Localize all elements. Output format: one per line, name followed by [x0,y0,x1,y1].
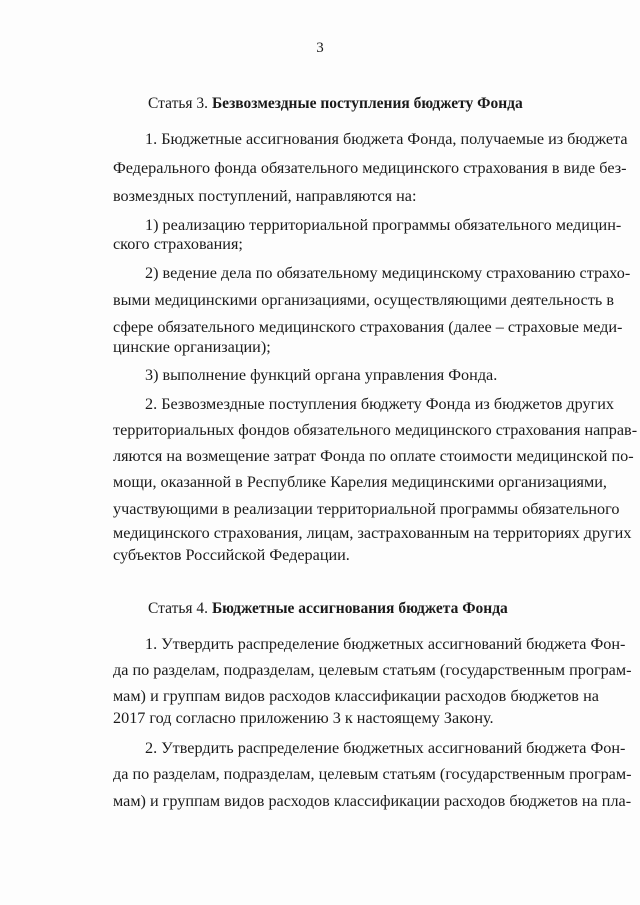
article-3-line: мощи, оказанной в Республике Карелия медицинскими организациями, [113,473,607,491]
article-3-title: Безвозмездные поступления бюджету Фонда [211,95,523,112]
article-4-heading [148,600,508,618]
article-3-line: 2) ведение дела по обязательному медицинскому страхованию страхо- [145,264,631,282]
article-3-line: Федерального фонда обязательного медицинского страхования в виде без- [113,159,627,177]
article-4-line: мам) и группам видов расходов классификации расходов бюджетов на [113,687,599,705]
article-3-heading [148,95,523,113]
article-3-line: медицинского страхования, лицам, застрахованным на территориях других [113,524,632,542]
article-3-line: участвующими в реализации территориальной программы обязательного [113,500,620,518]
page-number: 3 [316,40,324,56]
article-3-line: ляются на возмещение затрат Фонда по оплате стоимости медицинской по- [113,447,634,465]
article-3-line: сфере обязательного медицинского страхования (далее – страховые меди- [113,318,623,336]
article-3-line: 2. Безвозмездные поступления бюджету Фонда из бюджетов других [145,395,614,413]
article-4-line: 1. Утвердить распределение бюджетных ассигнований бюджета Фон- [145,635,626,653]
article-3-line: территориальных фондов обязательного медицинского страхования направ- [113,421,638,439]
article-4-title: Бюджетные ассигнования бюджета Фонда [211,600,508,617]
article-4-prefix: Статья 4. [148,600,209,617]
article-3-line: возмездных поступлений, направляются на: [113,187,417,205]
article-3-line: субъектов Российской Федерации. [113,546,350,564]
article-3-line: ского страхования; [113,235,243,253]
article-3-line: выми медицинскими организациями, осуществляющими деятельность в [113,291,615,309]
article-3-line: 1) реализацию территориальной программы обязательного медицин- [145,216,622,234]
article-3-line: 3) выполнение функций органа управления Фонда. [145,366,498,384]
article-4-line: да по разделам, подразделам, целевым статьям (государственным програм- [113,765,632,783]
article-3-prefix: Статья 3. [148,95,209,112]
article-3-line: цинские организации); [113,338,271,356]
article-4-line: 2. Утвердить распределение бюджетных ассигнований бюджета Фон- [145,739,626,757]
article-4-line: мам) и группам видов расходов классификации расходов бюджетов на пла- [113,792,632,810]
article-3-line: 1. Бюджетные ассигнования бюджета Фонда, получаемые из бюджета [145,130,628,148]
article-4-line: 2017 год согласно приложению 3 к настоящему Закону. [113,709,494,727]
article-4-line: да по разделам, подразделам, целевым статьям (государственным програм- [113,661,632,679]
